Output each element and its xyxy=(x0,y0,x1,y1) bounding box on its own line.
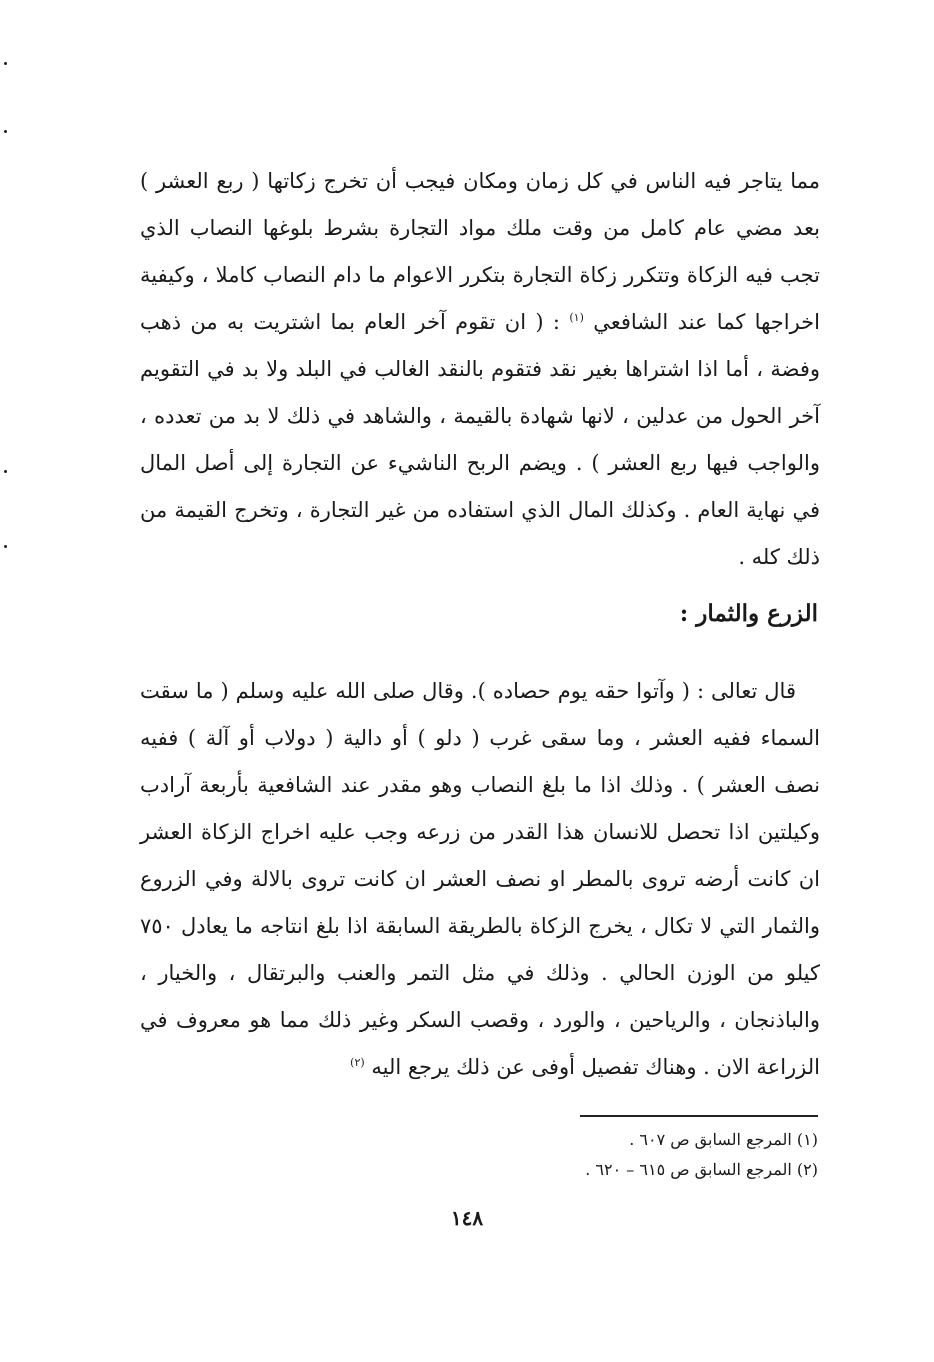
paragraph-1-continuation: : ( ان تقوم آخر العام بما اشتريت به من ذهب وفضة ، أما اذا اشتراها بغير نقد فتقوم بالنقد الغالب في البلد ولا بد في التقويم آخر الحول من عدلين ، لانها شهادة بالقيمة ، والشاهد في ذلك لا بد من تعدده ، والواجب فيها ربع العشر ) . ويضم الربح الناشيء عن التجارة إلى أصل المال في نهاية العام . وكذلك المال الذي استفاده من غير التجارة ، وتخرج القيمة من ذلك كله . xyxy=(140,310,820,569)
scan-mark xyxy=(4,62,7,65)
body-paragraph-1 xyxy=(140,158,820,581)
footnote-ref-2: (٢) xyxy=(350,1056,365,1069)
scan-mark xyxy=(4,545,7,548)
footnote-divider xyxy=(580,1115,818,1117)
paragraph-2-text: قال تعالى : ( وآتوا حقه يوم حصاده ). وقال صلى الله عليه وسلم ( ما سقت السماء ففيه العشر ، وما سقى غرب ( دلو ) أو دالية ( دولاب أو آلة ) ففيه نصف العشر ) . وذلك اذا ما بلغ النصاب وهو مقدر عند الشافعية بأربعة آرادب وكيلتين اذا تحصل للانسان هذا القدر من زرعه وجب عليه اخراج الزكاة العشر ان كانت أرضه تروى بالمطر او نصف العشر ان كانت تروى بالالة وفي الزروع والثمار التي لا تكال ، يخرج الزكاة بالطريقة السابقة اذا بلغ انتاجه ما يعادل ٧٥٠ كيلو من الوزن الحالي . وذلك في مثل التمر والعنب والبرتقال ، والخيار ، والباذنجان ، والرياحين ، والورد ، وقصب السكر وغير ذلك مما هو معروف في الزراعة الان . وهناك تفصيل أوفى عن ذلك يرجع اليه xyxy=(140,679,820,1079)
paragraph-1-text: مما يتاجر فيه الناس في كل زمان ومكان فيجب أن تخرج زكاتها ( ربع العشر ) بعد مضي عام كامل من وقت ملك مواد التجارة بشرط بلوغها النصاب الذي تجب فيه الزكاة وتتكرر زكاة التجارة بتكرر الاعوام ما دام النصاب كاملا ، وكيفية اخراجها كما عند الشافعي xyxy=(140,169,820,334)
page-number: ١٤٨ xyxy=(450,1206,484,1230)
scan-mark xyxy=(4,130,7,133)
body-paragraph-2 xyxy=(140,668,820,1091)
footnote-ref-1: (١) xyxy=(569,311,584,324)
section-heading: الزرع والثمار : xyxy=(679,600,818,627)
footnote-1: (١) المرجع السابق ص ٦٠٧ . xyxy=(629,1130,818,1149)
footnote-2: (٢) المرجع السابق ص ٦١٥ – ٦٢٠ . xyxy=(585,1160,818,1179)
scan-mark xyxy=(4,470,7,473)
footnotes xyxy=(358,1125,818,1185)
